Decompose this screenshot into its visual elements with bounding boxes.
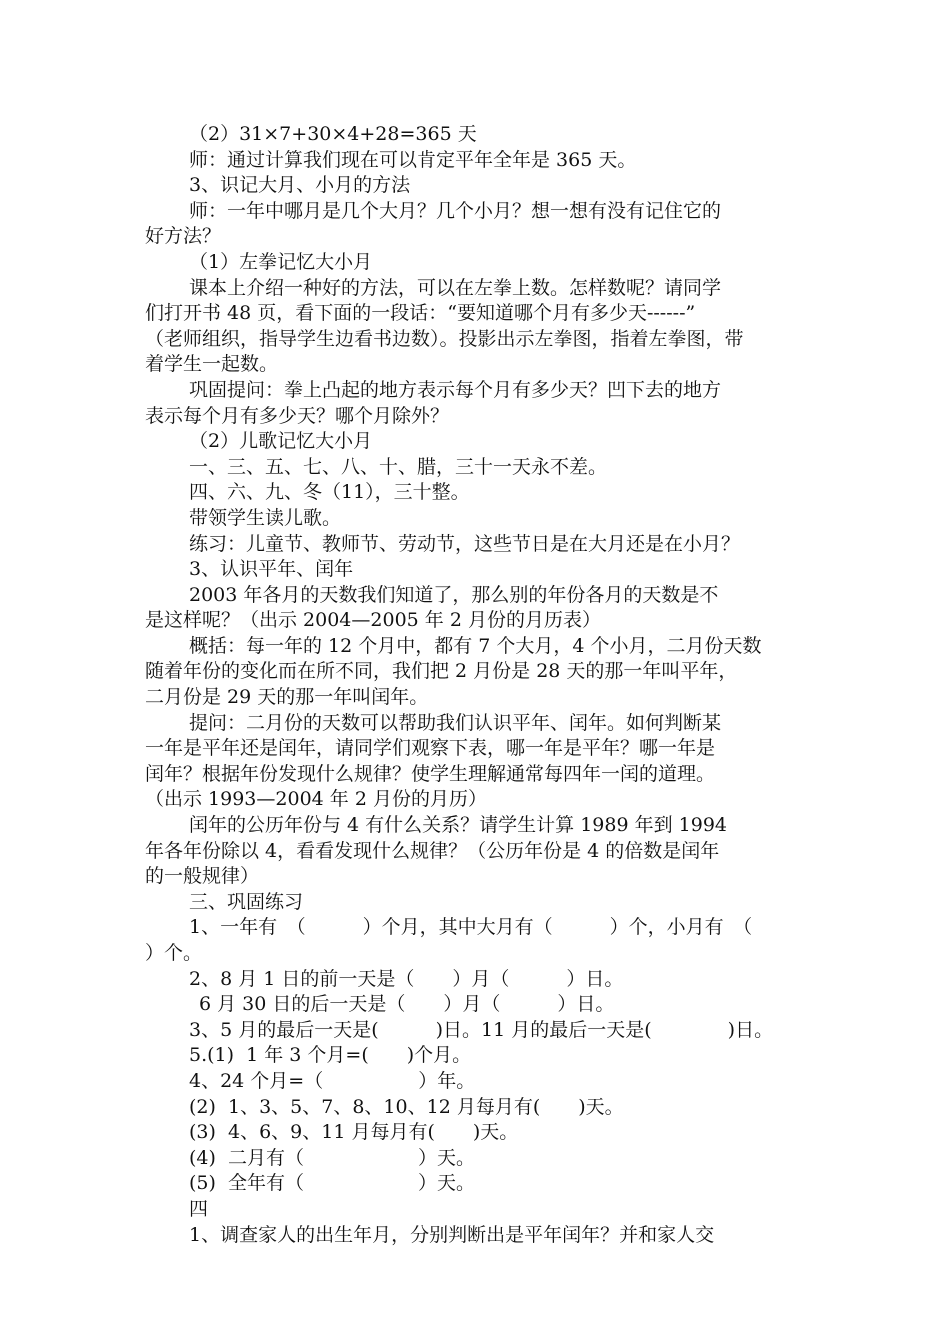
text-line: 着学生一起数。 (145, 353, 279, 376)
text-line: 师：通过计算我们现在可以肯定平年全年是 365 天。 (189, 148, 637, 171)
text-line: 二月份是 29 天的那一年叫闰年。 (145, 686, 429, 709)
text-line: 是这样呢？（出示 2004—2005 年 2 月份的月历表） (145, 609, 601, 632)
text-line: 2003 年各月的天数我们知道了，那么别的年份各月的天数是不 (189, 583, 719, 606)
text-line: 练习：儿童节、教师节、劳动节，这些节日是在大月还是在小月？ (189, 532, 741, 555)
text-line: 带领学生读儿歌。 (189, 506, 342, 529)
text-line: 的一般规律） (145, 865, 260, 888)
text-line: 随着年份的变化而在所不同，我们把 2 月份是 28 天的那一年叫平年， (145, 660, 738, 683)
exercise-line: 6 月 30 日的后一天是（ ）月（ ）日。 (199, 993, 615, 1016)
exercise-line: ）个。 (145, 942, 203, 964)
text-line: 课本上介绍一种好的方法，可以在左拳上数。怎样数呢？请同学 (189, 276, 722, 299)
section-heading: 四 (189, 1197, 209, 1220)
text-line: （2）31×7+30×4+28=365 天 (189, 123, 477, 145)
text-line: 表示每个月有多少天？哪个月除外？ (145, 404, 450, 427)
text-line: 闰年的公历年份与 4 有什么关系？请学生计算 1989 年到 1994 (189, 814, 727, 837)
text-line: （出示 1993—2004 年 2 月份的月历） (145, 788, 487, 811)
text-line: 一年是平年还是闰年，请同学们观察下表，哪一年是平年？哪一年是 (145, 737, 716, 760)
text-line: 概括：每一年的 12 个月中，都有 7 个大月，4 个小月，二月份天数 (189, 634, 762, 657)
text-line: （2）儿歌记忆大小月 (189, 430, 373, 453)
text-line: 四、六、九、冬（11），三十整。 (189, 481, 470, 504)
text-line: 师：一年中哪月是几个大月？几个小月？想一想有没有记住它的 (189, 199, 722, 222)
exercise-line: 2、8 月 1 日的前一天是（ ）月（ ）日。 (189, 967, 624, 990)
section-heading: 三、巩固练习 (189, 890, 304, 913)
exercise-line: 4、24 个月=（ ）年。 (189, 1069, 476, 1092)
text-line: 提问：二月份的天数可以帮助我们认识平年、闰年。如何判断某 (189, 711, 722, 734)
text-line: 1、调查家人的出生年月，分别判断出是平年闰年？并和家人交 (189, 1223, 715, 1246)
exercise-line: 1、一年有 （ ）个月，其中大月有（ ）个，小月有 （ (189, 916, 753, 939)
document-body (145, 122, 825, 1248)
text-line: （1）左拳记忆大小月 (189, 250, 373, 273)
exercise-line: (3) 4、6、9、11 月每月有( )天。 (189, 1121, 519, 1144)
text-line: 年各年份除以 4，看看发现什么规律？（公历年份是 4 的倍数是闰年 (145, 839, 720, 862)
text-line: 闰年？根据年份发现什么规律？使学生理解通常每四年一闰的道理。 (145, 762, 716, 785)
exercise-line: 5.(1) 1 年 3 个月=( )个月。 (189, 1044, 472, 1067)
text-line: 好方法？ (145, 225, 222, 248)
exercise-line: 3、5 月的最后一天是( )日。11 月的最后一天是( )日。 (189, 1018, 774, 1041)
text-line: 3、认识平年、闰年 (189, 558, 354, 581)
exercise-line: (2) 1、3、5、7、8、10、12 月每月有( )天。 (189, 1095, 624, 1118)
text-line: 们打开书 48 页，看下面的一段话：“要知道哪个月有多少天------” (145, 302, 696, 325)
text-line: （老师组织，指导学生边看书边数）。投影出示左拳图，指着左拳图，带 (145, 327, 744, 350)
exercise-line: (5) 全年有（ ）天。 (189, 1172, 475, 1195)
exercise-line: (4) 二月有（ ）天。 (189, 1146, 475, 1169)
text-line: 一、三、五、七、八、十、腊，三十一天永不差。 (189, 455, 608, 478)
text-line: 3、识记大月、小月的方法 (189, 174, 411, 197)
text-line: 巩固提问：拳上凸起的地方表示每个月有多少天？凹下去的地方 (189, 378, 722, 401)
